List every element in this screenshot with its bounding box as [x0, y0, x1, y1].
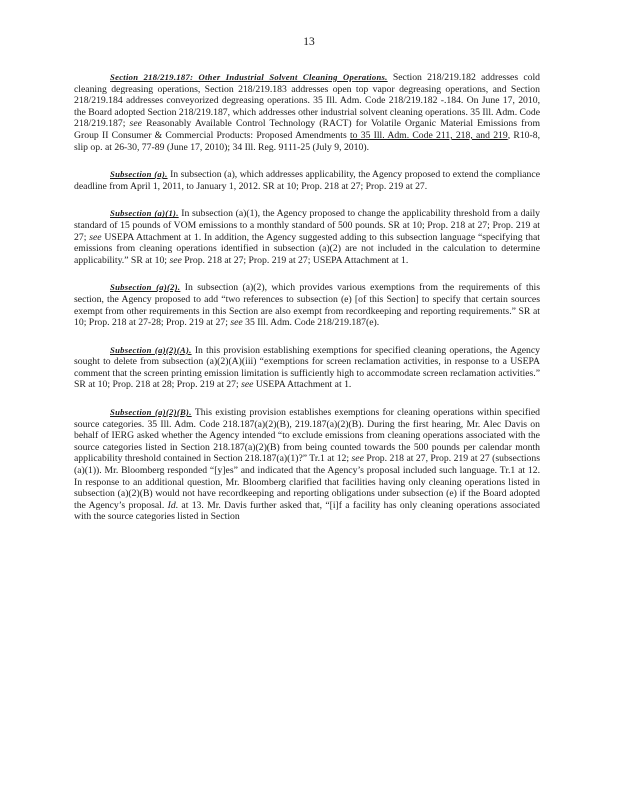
paragraph [74, 169, 540, 192]
paragraph-text: USEPA Attachment at 1. In addition, the Agency suggested adding to this subsection language “specifying that emissions from cleaning operations identified in subsection (a)(2) are not included in the calculation to determine applicability.” SR at 10; [74, 231, 540, 266]
citation-signal: see [351, 453, 364, 465]
citation-signal: see [230, 317, 243, 329]
page-number: 13 [303, 36, 315, 48]
paragraph [74, 72, 540, 153]
paragraph-text: , R10-8, slip op. at 26-30, 77-89 (June 17, 2010); 34 Ill. Reg. 9111-25 (July 9, 2010). [74, 129, 541, 153]
paragraph-text: . at 13. Mr. Davis further asked that, “[i]f a facility has only cleaning operations associated with the source categories listed in Section [74, 499, 540, 523]
paragraph-heading: Subsection (a)(2)(B). [110, 407, 192, 418]
citation-signal: see [129, 118, 142, 130]
citation-signal: see [241, 379, 254, 391]
document-body [74, 72, 540, 539]
paragraph-text: Prop. 218 at 27; Prop. 219 at 27; USEPA Attachment at 1. [181, 254, 409, 266]
paragraph-text: Section 218/219.182 addresses cold cleaning degreasing operations, Section 218/219.183 addresses open top vapor degreasing operations, and Section 218/219.184 addresses conveyorized degreasing operations. 35 Ill. Adm. Code 218/219.182 -.184. On June 17, 2010, the Board adopted Section 218/219.187, which addresses other industrial solvent cleaning operations. 35 Ill. Adm. Code 218/219.187; [74, 72, 540, 130]
paragraph-text: This existing provision establishes exemptions for cleaning operations within specified source categories. 35 Ill. Adm. Code 218.187(a)(2)(B), 219.187(a)(2)(B). During the first hearing, Mr. Alec Davis on behalf of IERG asked whether the Agency intended “to exclude emissions from cleaning operations associated with the source categories listed in Section 218.187(a)(2)(B) from being counted towards the 500 pounds per calendar month applicability threshold contained in Section 218.187(a)(1)?” Tr.1 at 12; [74, 407, 540, 465]
paragraph-heading: Subsection (a)(1). [110, 208, 179, 219]
paragraph-text: Reasonably Available Control Technology (RACT) for Volatile Organic Material Emissions from Group II Consumer & Commercial Products: Proposed Amendments [74, 118, 540, 141]
citation-signal: see [169, 254, 182, 266]
paragraph-heading: Subsection (a). [110, 169, 168, 180]
paragraph-heading: Section 218/219.187: Other Industrial Solvent Cleaning Operations. [110, 72, 388, 82]
paragraph [74, 407, 540, 523]
paragraph [74, 208, 540, 266]
paragraph-text: Prop. 218 at 27, Prop. 219 at 27 (subsections (a)(1)). Mr. Bloomberg responded “[y]es” and indicated that the Agency’s proposal included such language. Tr.1 at 12. In response to an additional question, Mr. Bloomberg clarified that facilities having only cleaning operations listed in subsection (a)(2)(B) would not have recordkeeping and reporting obligations under subsection (e) if the Board adopted the Agency’s proposal. [74, 453, 540, 511]
paragraph [74, 345, 540, 391]
paragraph-text: In subsection (a), which addresses applicability, the Agency proposed to extend the compliance deadline from April 1, 2011, to January 1, 2012. SR at 10; Prop. 218 at 27; Prop. 219 at 27. [74, 169, 540, 192]
paragraph-heading: Subsection (a)(2)(A). [110, 344, 192, 355]
paragraph-text: USEPA Attachment at 1. [253, 379, 352, 391]
paragraph [74, 282, 540, 328]
citation-signal: see [89, 231, 102, 243]
underlined-citation: to 35 Ill. Adm. Code 211, 218, and 219 [349, 129, 508, 141]
paragraph-heading: Subsection (a)(2). [110, 282, 181, 293]
paragraph-text: In subsection (a)(2), which provides various exemptions from the requirements of this section, the Agency proposed to add “two references to subsection (e) [of this Section] to specify that certain sources exempt from other requirements in this Section are also exempt from recordkeeping and reporting requirements.” SR at 10; Prop. 218 at 27-28; Prop. 219 at 27; [74, 282, 540, 329]
citation-signal: Id [167, 499, 176, 511]
paragraph-text: In subsection (a)(1), the Agency proposed to change the applicability threshold from a daily standard of 15 pounds of VOM emissions to a monthly standard of 500 pounds. SR at 10; Prop. 218 at 27; Prop. 219 at 27; [74, 208, 540, 243]
paragraph-text: 35 Ill. Adm. Code 218/219.187(e). [242, 317, 380, 329]
paragraph-text: In this provision establishing exemptions for specified cleaning operations, the Agency sought to delete from subsection (a)(2)(A)(iii) “exemptions for screen reclamation activities, in response to a USEPA comment that the screen printing emission limitation is sufficiently high to accommodate screen reclamation activities.” SR at 10; Prop. 218 at 28; Prop. 219 at 27; [74, 344, 540, 391]
